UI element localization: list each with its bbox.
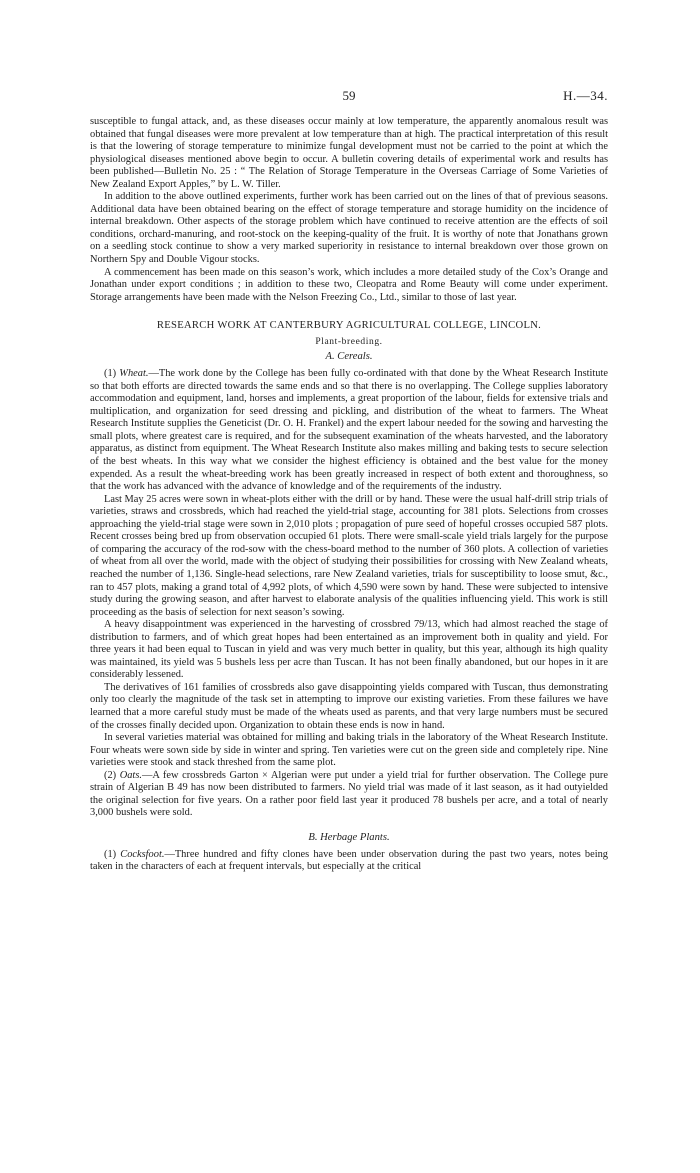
cocksfoot-label: Cocksfoot. — [120, 848, 165, 860]
cocksfoot-number: (1) — [104, 848, 121, 860]
paragraph: A heavy disappointment was experienced in the harvesting of crossbred 79/13, which had almost reached the stage of distribution to farmers, and of which great hopes had been entertained as an improvement both in quality and yield. For three years it had been equal to Tuscan in yield and was very much better in quality, but this year, although its high quality was maintained, its yield was 5 bushels less per acre than Tuscan. It has not been finally abandoned, but our hopes in it are considerably lessened. — [90, 619, 608, 681]
wheat-number: (1) — [104, 368, 120, 380]
paragraph: susceptible to fungal attack, and, as these diseases occur mainly at low temperature, the apparently anomalous result was obtained that fungal diseases were more prevalent at low temperature than at high. The practical interpretation of this result is that the lowering of storage temperature to minimize fungal development must not be carried to the point at which the physiological diseases mentioned above begin to occur. A bulletin covering details of experimental work and results has been published—Bulletin No. 25 : “ The Relation of Storage Temperature in the Overseas Carriage of Some Varieties of New Zealand Export Apples,” by L. W. Tiller. — [90, 116, 608, 190]
wheat-paragraph — [90, 368, 608, 493]
oats-number: (2) — [104, 769, 120, 781]
paragraph: Last May 25 acres were sown in wheat-plots either with the drill or by hand. These were the usual half-drill strip trials of varieties, straws and crossbreds, which had reached the yield-trial stage, accounting for 381 plots. Selections from crosses approaching the yield-trial stage were sown in 2,010 plots ; propagation of pure seed of hopeful crosses occupied 587 plots. Recent crosses being bred up from observation occupied 61 plots. There were small-scale yield trials largely for the purpose of comparing the accuracy of the rod-sow with the chess-board method to the number of 360 plots. A collection of varieties of wheat from all over the world, made with the object of studying their possibilities for crossing with New Zealand wheats, reached the number of 1,136. Single-head selections, rare New Zealand varieties, trials for susceptibility to loose smut, &c., ran to 457 plots, making a grand total of 4,992 plots, of which 4,590 were sown by hand. These were subjected to intensive study during the growing season, and after harvest to elaborate analysis of the qualities influencing yield. This work is still proceeding as the basis of selection for next season’s sowing. — [90, 493, 608, 618]
oats-paragraph — [90, 770, 608, 820]
section-title: RESEARCH WORK AT CANTERBURY AGRICULTURAL COLLEGE, LINCOLN. — [156, 320, 542, 332]
cocksfoot-paragraph — [90, 849, 608, 874]
wheat-text: —The work done by the College has been fully co-ordinated with that done by the Wheat Research Institute so that both efforts are directed towards the same ends and so that there is no overlapping. The College supplies laboratory accommodation and equipment, land, horses and implements, a great proportion of the labour, fields for extensive trials and multiplication, and organization for seed dressing and pickling, and distribution of the wheat to farmers. The Wheat Research Institute supplies the Geneticist (Dr. O. H. Frankel) and the expert labour needed for the sowing and harvesting the small plots, where greatest care is required, and for the subsequent examination of the wheats harvested, and the laboratory apparatus, as distinct from equipment. The Wheat Research Institute also makes milling and baking tests to secure selection of the best wheats. In this way what we consider the highest efficiency is obtained and the best value for the money expended. As a result the wheat-breeding work has been greatly increased in respect of both extent and thoroughness, so that the work has advanced with the advance of knowledge and of the requirements of the industry. — [90, 368, 608, 493]
cocksfoot-text: —Three hundred and fifty clones have been under observation during the past two years, notes being taken in the characters of each at frequent intervals, but especially at the critical — [90, 848, 608, 873]
paragraph: In addition to the above outlined experiments, further work has been carried out on the lines of that of previous seasons. Additional data have been obtained bearing on the effect of storage temperature and storage humidity on the incidence of internal breakdown. Other aspects of the storage problem which have continued to receive attention are the effects of soil conditions, orchard-manuring, and root-stock on the keeping-quality of the fruit. It is worthy of note that Jonathans grown on a seedling stock continue to show a very marked superiority in resistance to internal breakdown over those grown on Northern Spy and Double Vigour stocks. — [90, 191, 608, 266]
document-page — [90, 88, 608, 874]
subsection-title: Plant-breeding. — [315, 337, 383, 348]
paragraph: A commencement has been made on this season’s work, which includes a more detailed study of the Cox’s Orange and Jonathan under export conditions ; in addition to these two, Cleopatra and Rome Beauty will come under experiment. Storage arrangements have been made with the Nelson Freezing Co., Ltd., similar to those of last year. — [90, 266, 608, 303]
page-reference: H.—34. — [563, 88, 608, 103]
paragraph: The derivatives of 161 families of crossbreds also gave disappointing yields compared with Tuscan, thus demonstrating only too clearly the magnitude of the task set in attempting to improve our existing varieties. From these failures we have learned that a more careful study must be made of the wheats used as parents, and that very large numbers must be secured of the crosses finally decided upon. Organization to obtain these ends is now in hand. — [90, 681, 608, 731]
cereals-heading: A. Cereals. — [325, 351, 373, 363]
page-number: 59 — [342, 88, 356, 103]
oats-text: —A few crossbreds Garton × Algerian were put under a yield trial for further observation. The College pure strain of Algerian B 49 has now been distributed to farmers. No yield trial was made of it last season, as it had outyielded the original selection for five years. On a rather poor field last year it produced 78 bushels per acre, and a total of nearly 3,000 bushels were sold. — [90, 769, 608, 819]
oats-label: Oats. — [119, 769, 142, 781]
herbage-heading: B. Herbage Plants. — [308, 831, 390, 843]
paragraph: In several varieties material was obtained for milling and baking trials in the laboratory of the Wheat Research Institute. Four wheats were sown side by side in winter and spring. Ten varieties were cut on the green side and completely ripe. Nine varieties were stook and stack threshed from the same plot. — [90, 732, 608, 769]
wheat-label: Wheat. — [119, 368, 149, 380]
page-header — [90, 88, 608, 108]
